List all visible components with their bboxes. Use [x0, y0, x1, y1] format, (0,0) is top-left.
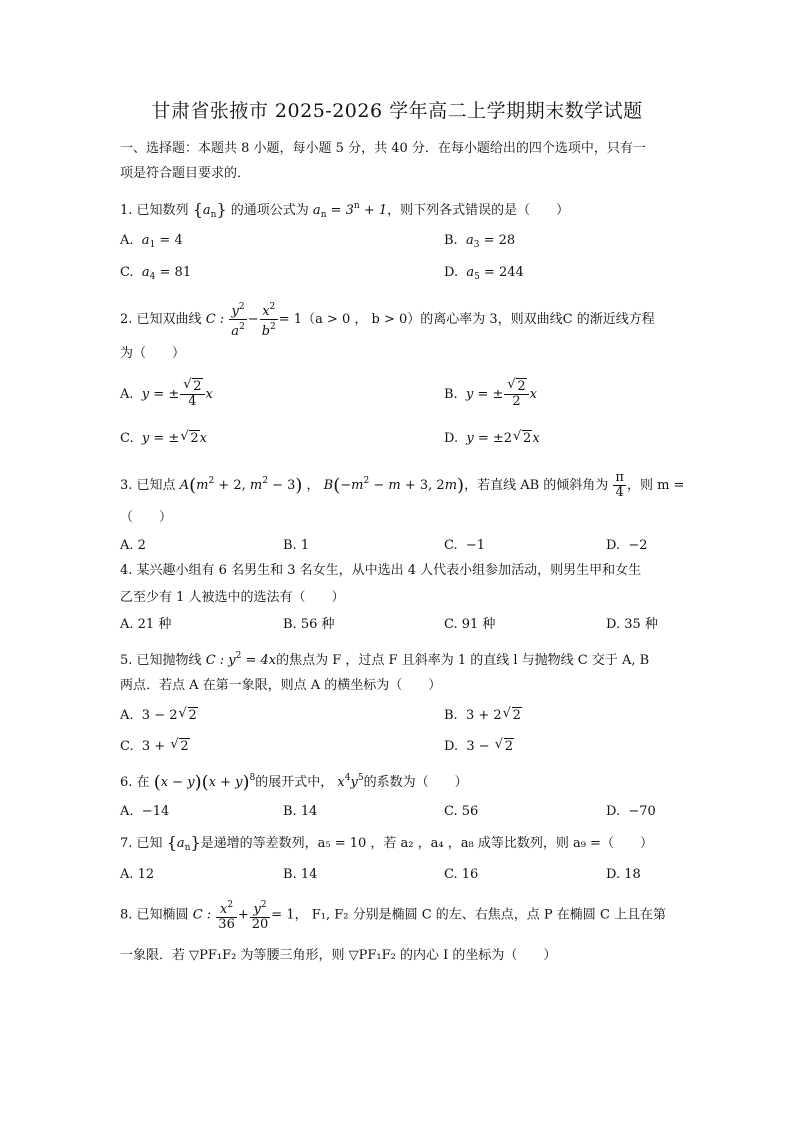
q4-option-d: D. 35 种: [606, 617, 658, 632]
q5-option-d: D. 3 − √ 2: [444, 737, 514, 757]
q3-option-b: B. 1: [283, 538, 310, 553]
q2-frac-x: $\frac{x^2}{b^2}$: [261, 302, 276, 339]
q8-frac-x: $\frac{x^2}{36}$: [218, 900, 235, 932]
q3-option-a: A. 2: [120, 538, 146, 553]
q7-option-d: D. 18: [606, 867, 641, 882]
q5-option-a: A. 3 − 2√ 2: [120, 706, 198, 726]
q1-option-a: A. $a_1 = 4$: [120, 233, 183, 250]
question-5: 5. 已知抛物线 C : $y^2 = 4x$的焦点为 F ，过点 F 且斜率为 1 的直线 l 与抛物线 C 交于 A, B: [120, 651, 650, 668]
q8-line2: 一象限．若 ▽PF₁F₂ 为等腰三角形，则 ▽PF₁F₂ 的内心 I 的坐标为（ ）: [120, 948, 557, 963]
q5-rest: 的焦点为 F ，过点 F 且斜率为 1 的直线 l 与抛物线 C 交于 A, B: [276, 653, 650, 668]
q3-pre: 3. 已知点: [120, 478, 176, 493]
q1-sequence: $\{a_n\}$: [192, 200, 227, 220]
q4-line1: 4. 某兴趣小组有 6 名男生和 3 名女生，从中选出 4 人代表小组参加活动，则男生甲和女生: [120, 563, 642, 578]
section-intro-line2: 项是符合题目要求的．: [120, 166, 251, 181]
question-3: 3. 已知点 $A(m^2 + 2$, $m^2 - 3$) ， $B(-m^2 - m + 3$, 2m)，若直线 AB 的倾斜角为 $\frac{\pi}{4}$ ，则 m =: [120, 470, 685, 500]
q1-option-c: C. $a_4 = 81$: [120, 265, 192, 282]
q5-pre: 5. 已知抛物线: [120, 653, 202, 668]
question-7: 7. 已知 $\{a_n\}$是递增的等差数列，a₅ = 10 ，若 a₂ ，a₄ ，a₈ 成等比数列，则 a₉ =（ ）: [120, 833, 653, 853]
q6-option-d: D. −70: [606, 804, 656, 819]
question-8: 8. 已知椭圆 C : $\frac{x^2}{36}$ + $\frac{y^2}{20}$ = 1， F₁, F₂ 分别是椭圆 C 的左、右焦点，点 P 在椭圆 C 上且在第: [120, 900, 667, 932]
q3-line2: （ ）: [120, 510, 173, 525]
q1-option-d: D. $a_5 = 244$: [444, 265, 524, 282]
q4-option-a: A. 21 种: [120, 617, 172, 632]
q2-option-d: D. y = ±2√ 2x: [444, 429, 540, 449]
q6-option-b: B. 14: [283, 804, 318, 819]
q7-option-a: A. 12: [120, 867, 155, 882]
q2-option-a: A. y = ± √ $\frac{2}{4}$ x: [120, 380, 213, 410]
q1-post: ，则下列各式错误的是（ ）: [387, 203, 570, 218]
q6-post: 的系数为（ ）: [363, 775, 468, 790]
q4-line2: 乙至少有 1 人被选中的选法有（ ）: [120, 590, 345, 605]
q6-pre: 6. 在: [120, 775, 150, 790]
q7-pre: 7. 已知: [120, 836, 163, 851]
q2-option-c: C. y = ±√ 2x: [120, 429, 207, 449]
q1-mid: 的通项公式为: [230, 203, 309, 218]
q5-option-c: C. 3 + √ 2: [120, 737, 190, 757]
q2-cond: （a > 0 ， b > 0）的离心率为 3，则双曲线C 的渐近线方程: [302, 312, 655, 327]
q7-option-c: C. 16: [444, 867, 479, 882]
q1-pre: 1. 已知数列: [120, 203, 189, 218]
q1-formula: $a_n = 3^n + 1$: [312, 201, 388, 220]
q3-mid: ，若直线 AB 的倾斜角为: [464, 478, 609, 493]
q2-pre: 2. 已知双曲线: [120, 312, 202, 327]
q6-option-a: A. −14: [120, 804, 170, 819]
q3-option-c: C. −1: [444, 538, 486, 553]
q2-option-b: B. y = ± √ $\frac{2}{2}$ x: [444, 380, 537, 410]
q7-option-b: B. 14: [283, 867, 318, 882]
question-2: 2. 已知双曲线 C : $\frac{y^2}{a^2}$ − $\frac{x^2}{b^2}$ = 1（a > 0 ， b > 0）的离心率为 3，则双曲线C 的渐近线方程: [120, 302, 655, 339]
q5-line2: 两点．若点 A 在第一象限，则点 A 的横坐标为（ ）: [120, 678, 442, 693]
q7-mid: 是递增的等差数列，a₅ = 10 ，若 a₂ ，a₄ ，a₈ 成等比数列，则 a₉ =（ ）: [200, 836, 653, 851]
q6-option-c: C. 56: [444, 804, 479, 819]
question-6: 6. 在 $(x - y)(x + y)^8$的展开式中， $x^4y^5$的系数为（ ）: [120, 772, 468, 793]
q3-post: ，则 m =: [626, 478, 685, 493]
q5-option-b: B. 3 + 2√ 2: [444, 706, 522, 726]
q2-line2: 为（ ）: [120, 346, 186, 361]
q4-option-c: C. 91 种: [444, 617, 496, 632]
page-title: 甘肃省张掖市 2025-2026 学年高二上学期期末数学试题: [151, 100, 643, 122]
q2-frac-y: $\frac{y^2}{a^2}$: [231, 302, 245, 339]
q6-mid: 的展开式中，: [255, 775, 334, 790]
q8-post: ， F₁, F₂ 分别是椭圆 C 的左、右焦点，点 P 在椭圆 C 上且在第: [294, 907, 667, 923]
section-intro-line1: 一、选择题：本题共 8 小题，每小题 5 分，共 40 分．在每小题给出的四个选项中，只有一: [120, 141, 646, 156]
question-1: [120, 196, 680, 225]
q8-frac-y: $\frac{y^2}{20}$: [251, 900, 269, 932]
q4-option-b: B. 56 种: [283, 617, 335, 632]
q1-option-b: B. $a_3 = 28$: [444, 233, 516, 250]
q3-option-d: D. −2: [606, 538, 648, 553]
q8-pre: 8. 已知椭圆: [120, 907, 189, 923]
